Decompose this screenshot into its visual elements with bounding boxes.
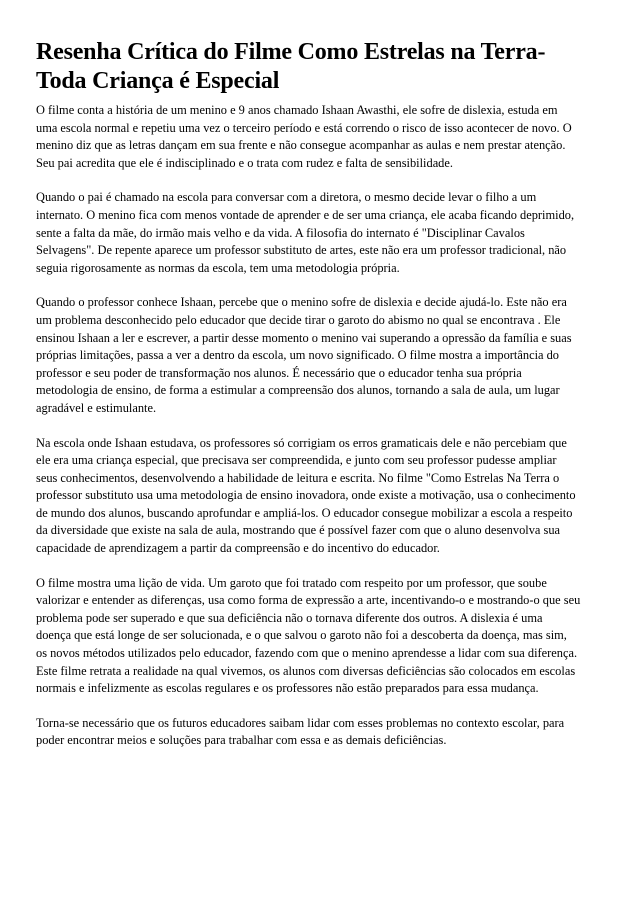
paragraph — [36, 575, 604, 698]
paragraph — [36, 435, 604, 558]
document-title — [36, 38, 604, 96]
paragraph-line: menino diz que as letras dançam em sua frente e não consegue acompanhar as aulas e nem prestar atenção. — [36, 138, 566, 153]
paragraph-line: doença que está longe de ser solucionada, e o que salvou o garoto não foi a descoberta da doença, mas sim, — [36, 628, 567, 643]
paragraph-line: Torna-se necessário que os futuros educadores saibam lidar com esses problemas no contexto escolar, para — [36, 715, 565, 730]
paragraph-line: Selvagens". De repente aparece um professor substituto de artes, este não era um professor tradicional, não — [36, 243, 567, 258]
paragraph — [36, 294, 604, 417]
document-body — [36, 102, 604, 750]
paragraph-line: agradável e estimulante. — [36, 400, 157, 415]
paragraph-line: internato. O menino fica com menos vontade de aprender e de ser uma criança, ele acaba ficando deprimido, — [36, 207, 575, 222]
paragraph-line: Na escola onde Ishaan estudava, os professores só corrigiam os erros gramaticais dele e não percebiam que — [36, 435, 567, 450]
paragraph-line: ensinou Ishaan a ler e escrever, a partir desse momento o menino vai superando a opressão da família e suas — [36, 330, 572, 345]
paragraph — [36, 715, 604, 750]
paragraph-line: próprias limitações, passa a ver a dentro da escola, um novo significado. O filme mostra a importância do — [36, 348, 560, 363]
paragraph-line: O filme mostra uma lição de vida. Um garoto que foi tratado com respeito por um professor, que soube — [36, 575, 547, 590]
paragraph-line: seguia rigorosamente as normas da escola, tem uma metodologia própria. — [36, 260, 400, 275]
paragraph-line: Este filme retrata a realidade na qual vivemos, os alunos com diversas deficiências são colocados em escolas — [36, 663, 576, 678]
paragraph-line: capacidade de aprendizagem a partir da compreensão e do incentivo do educador. — [36, 541, 440, 556]
paragraph-line: de mundo dos alunos, buscando aprofundar e ampliá-los. O educador consegue mobilizar a escola a respeito — [36, 505, 573, 520]
title-line: Resenha Crítica do Filme Como Estrelas na Terra- — [36, 39, 546, 65]
paragraph-line: um problema desconhecido pelo educador que decide tirar o garoto do abismo no qual se encontrava . Ele — [36, 312, 561, 327]
title-line: Toda Criança é Especial — [36, 68, 280, 94]
paragraph-line: uma escola normal e repetiu uma vez o terceiro período e está correndo o risco de isso acontecer de novo. O — [36, 120, 572, 135]
paragraph-line: metodologia de ensino, de forma a estimular a compreensão dos alunos, tornando a sala de aula, um lugar — [36, 383, 560, 398]
paragraph-line: O filme conta a história de um menino e 9 anos chamado Ishaan Awasthi, ele sofre de dislexia, estuda em — [36, 103, 558, 117]
paragraph-line: Seu pai acredita que ele é indisciplinado e o trata com rudez e falta de sensibilidade. — [36, 155, 453, 170]
paragraph-line: ele era uma criança especial, que precisava ser compreendida, e junto com seu professor pudesse ampliar — [36, 453, 557, 468]
paragraph-line: problema pode ser superado e que sua deficiência não o tornava diferente dos outros. A dislexia é uma — [36, 610, 543, 625]
document-page — [36, 38, 604, 767]
paragraph-line: sente a falta da mãe, do irmão mais velho e da vida. A filosofia do internato é "Disciplinar Cavalos — [36, 225, 525, 240]
paragraph-line: poder encontrar meios e soluções para trabalhar com essa e as demais deficiências. — [36, 733, 447, 748]
paragraph-line: normais e infelizmente as escolas regulares e os professores não estão preparados para essa mudança. — [36, 681, 539, 696]
paragraph-line: seus conhecimentos, desenvolvendo a habilidade de leitura e escrita. No filme "Como Estrelas Na Terra o — [36, 470, 560, 485]
paragraph-line: da diversidade que existe na sala de aula, mostrando que é possível fazer com que o aluno desenvolva sua — [36, 523, 561, 538]
paragraph-line: valorizar e entender as diferenças, usa como forma de expressão a arte, incentivando-o e mostrando-o que seu — [36, 593, 581, 608]
paragraph — [36, 189, 604, 277]
paragraph-line: professor substituto usa uma metodologia de ensino inovadora, onde existe a motivação, usa o conhecimento — [36, 488, 576, 503]
paragraph-line: Quando o pai é chamado na escola para conversar com a diretora, o mesmo decide levar o filho a um — [36, 190, 537, 205]
paragraph — [36, 102, 604, 172]
paragraph-line: professor e seu poder de transformação nos alunos. É necessário que o educador tenha sua própria — [36, 365, 522, 380]
paragraph-line: Quando o professor conhece Ishaan, percebe que o menino sofre de dislexia e decide ajudá-lo. Este não era — [36, 295, 567, 310]
paragraph-line: os novos métodos utilizados pelo educador, fazendo com que o menino aprendesse a lidar com sua diferença. — [36, 646, 578, 661]
